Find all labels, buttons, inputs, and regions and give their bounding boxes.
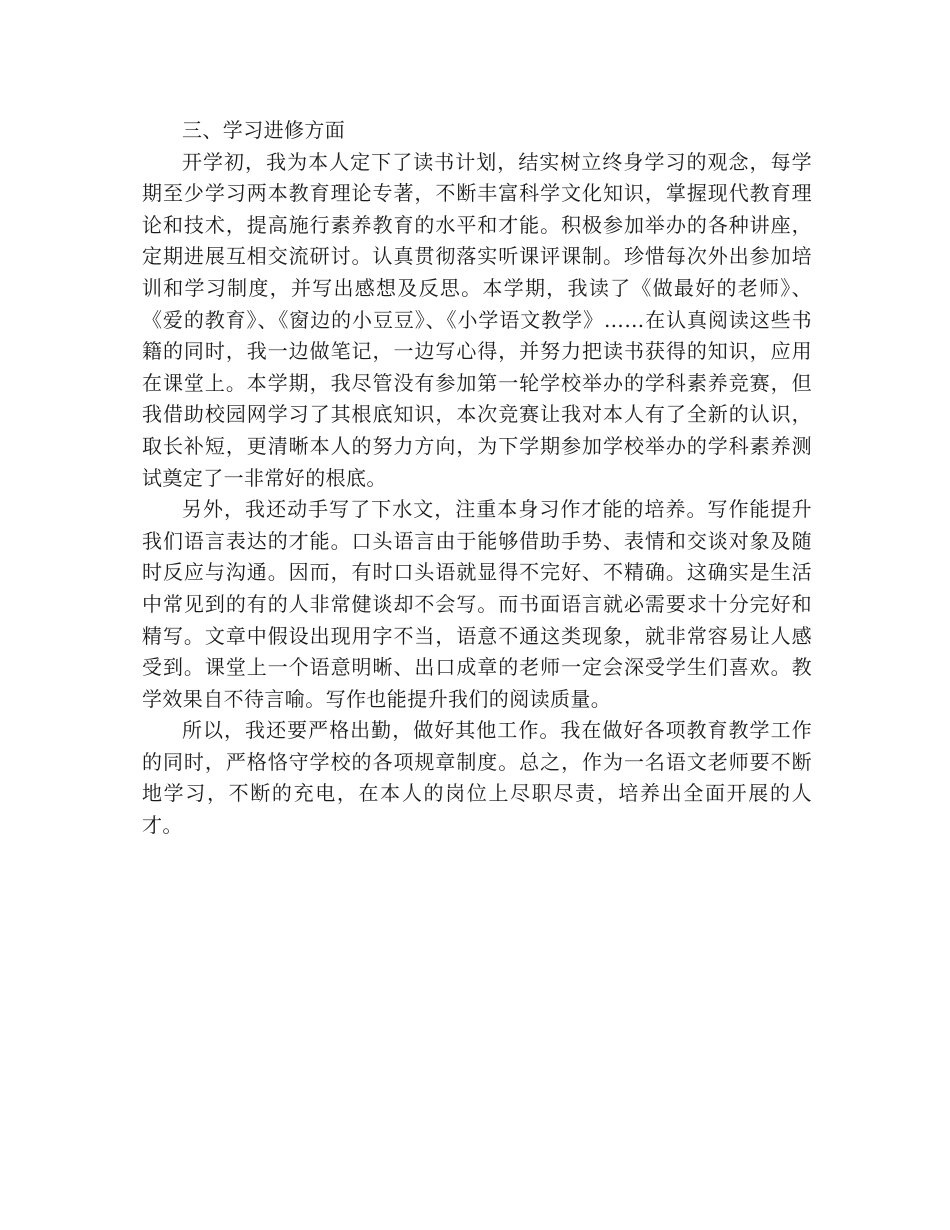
document-body (142, 115, 812, 842)
section-heading: 三、学习进修方面 (182, 118, 346, 142)
paragraph-attendance: 所以，我还要严格出勤，做好其他工作。我在做好各项教育教学工作的同时，严格恪守学校的各项规章制度。总之，作为一名语文老师要不断地学习，不断的充电，在本人的岗位上尽职尽责，培养出全面开展的人才。 (142, 718, 812, 838)
paragraph-writing: 另外，我还动手写了下水文，注重本身习作才能的培养。写作能提升我们语言表达的才能。口头语言由于能够借助手势、表情和交谈对象及随时反应与沟通。因而，有时口头语就显得不完好、不精确。这确实是生活中常见到的有的人非常健谈却不会写。而书面语言就必需要求十分完好和精写。文章中假设出现用字不当，语意不通这类现象，就非常容易让人感受到。课堂上一个语意明晰、出口成章的老师一定会深受学生们喜欢。教学效果自不待言喻。写作也能提升我们的阅读质量。 (142, 497, 812, 711)
paragraph-reading-plan: 开学初，我为本人定下了读书计划，结实树立终身学习的观念，每学期至少学习两本教育理论专著，不断丰富科学文化知识，掌握现代教育理论和技术，提高施行素养教育的水平和才能。积极参加举办的各种讲座，定期进展互相交流研讨。认真贯彻落实听课评课制。珍惜每次外出参加培训和学习制度，并写出感想及反思。本学期，我读了《做最好的老师》、《爱的教育》、《窗边的小豆豆》、《小学语文教学》……在认真阅读这些书籍的同时，我一边做笔记，一边写心得，并努力把读书获得的知识，应用在课堂上。本学期，我尽管没有参加第一轮学校举办的学科素养竞赛，但我借助校园网学习了其根底知识，本次竞赛让我对本人有了全新的认识，取长补短，更清晰本人的努力方向，为下学期参加学校举办的学科素养测试奠定了一非常好的根底。 (142, 149, 812, 490)
